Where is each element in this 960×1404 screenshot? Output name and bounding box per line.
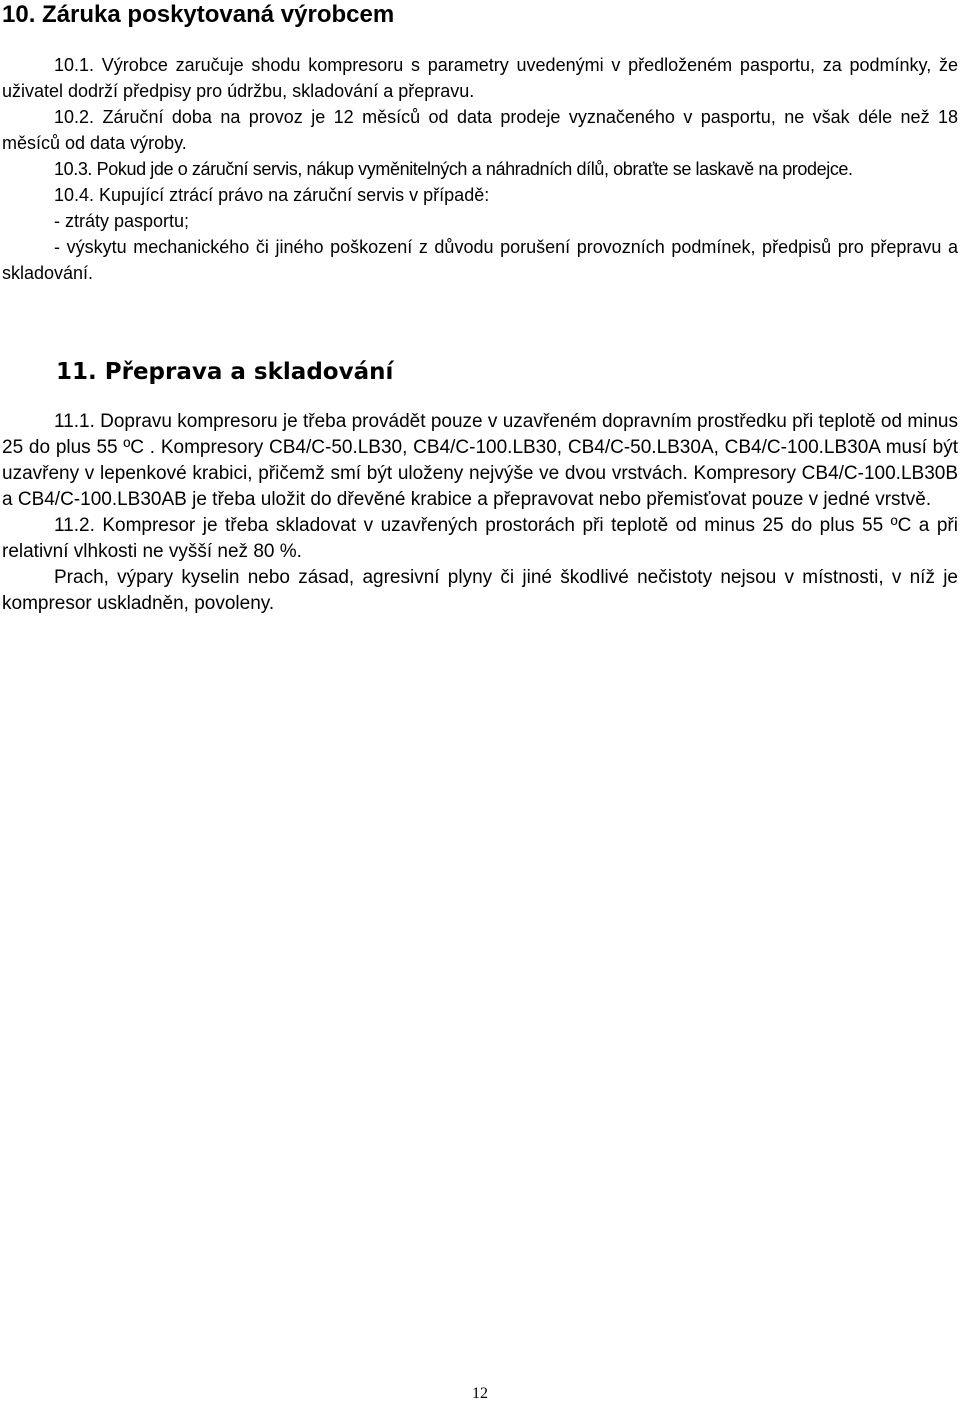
section-10-body [2,52,958,286]
paragraph-10-1: 10.1. Výrobce zaručuje shodu kompresoru s parametry uvedenými v předloženém pasportu, za podmínky, že uživatel dodrží předpisy pro údržbu, skladování a přepravu. [2,55,958,101]
list-item-damage: - výskytu mechanického či jiného poškození z důvodu porušení provozních podmínek, předpisů pro přepravu a skladování. [2,237,958,283]
paragraph-10-3: 10.3. Pokud jde o záruční servis, nákup vyměnitelných a náhradních dílů, obraťte se laskavě na prodejce. [54,159,853,179]
section-11-body [2,409,958,617]
paragraph-10-4: 10.4. Kupující ztrácí právo na záruční servis v případě: [54,185,490,205]
paragraph-11-2: 11.2. Kompresor je třeba skladovat v uzavřených prostorách při teplotě od minus 25 do plus 55 ºC a při relativní vlhkosti ne vyšší než 80 %. [2,515,958,562]
paragraph-10-2: 10.2. Záruční doba na provoz je 12 měsíců od data prodeje vyznačeného v pasportu, ne však déle než 18 měsíců od data výroby. [2,107,958,153]
list-item-lost-passport: - ztráty pasportu; [54,211,190,231]
paragraph-11-1: 11.1. Dopravu kompresoru je třeba provádět pouze v uzavřeném dopravním prostředku při teplotě od minus 25 do plus 55 ºC . Kompresory CB4/C-50.LB30, CB4/C-100.LB30, CB4/C-50.LB30A, CB4/C-100.LB30A musí být uzavřeny v lepenkové krabici, přičemž smí být uloženy nejvýše ve dvou vrstvách. Kompresory CB4/C-100.LB30B a CB4/C-100.LB30AB je třeba uložit do dřevěné krabice a přepravovat nebo přemisťovat pouze v jedné vrstvě. [2,411,958,510]
paragraph-11-3: Prach, výpary kyselin nebo zásad, agresivní plyny či jiné škodlivé nečistoty nejsou v místnosti, v níž je kompresor uskladněn, povoleny. [2,567,958,614]
section-11-heading: 11. Přeprava a skladování [56,359,394,385]
section-10-heading: 10. Záruka poskytovaná výrobcem [2,1,395,28]
page-number: 12 [472,1385,488,1402]
